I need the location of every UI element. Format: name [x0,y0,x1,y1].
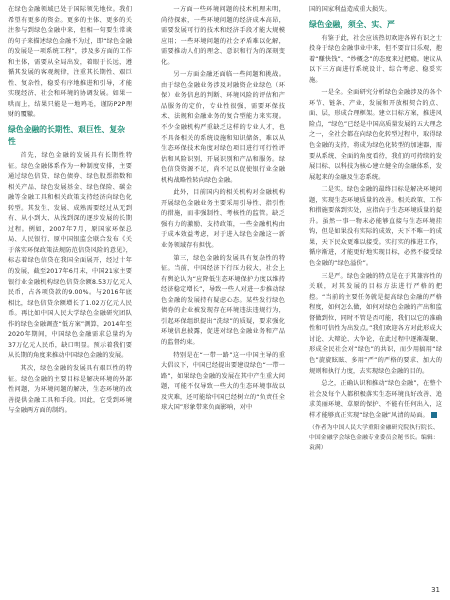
paragraph: 其次，绿色金融的发展具有艰巨性的特征。绿色金融的主要目标是解决环境的外部性问题，为环境问题的解决，生态环境的改善提供金融工具和手段。因此，它受到环境与金融两方面的制约。 [8,364,132,415]
paragraph: 国的国家利益造成重大损失。 [309,6,391,13]
paragraph: 在绿色金融领域已处于国际领先地位。我们希望有更多的资金。更多的主体、更多的关注参与到绿色金融中来，但相一句要生常谈的句子来描述绿色金融不为过，即“绿色金融的发展是一项系统工程”，涉及多方面的工作和主体，需要从全局出发，着眼于长远，遵循其发展的客观规律，注重其长期性、艰巨性、复杂性，稳妥有序地推进和引导，才能实现经济、社会和环境的协调发展。如果一哄而上，结果只能是一地鸡毛，谨防P2P理财的覆辙。 [8,6,132,119]
paragraph [309,379,442,421]
paragraph: 二是实。绿色金融的最终目标是解决环境问题，实现生态环境质量的改善。相关政策、工作和措施要落到实处，应指向于生态环境质量的提升。虽然一事一物未必能够直接与生态环境挂钩，但是如果没有实际的成效，天下不唯一的成果，天下民众更难以接受。实打实的推进工作，循序渐进，才能更好地实现目标，必然不接受绿色金融的“绿色溢价”。 [309,186,442,268]
text-column-middle [161,5,285,416]
paragraph: 首先，绿色金融的发展具有长期性特征。绿色金融体系作为一种制度安排，主要通过绿色信贷、绿色债券、绿色股票指数和相关产品、绿色发展基金、绿色保险、碳金融等金融工具和相关政策支持经济向绿色化转型。其发生、发展、成熟需要经过从无到有、从小到大、从浅到深的逐步发展的长期过程。例如，2007年7月，原国家环保总局、人民银行、原中国银监会联合发布《关于落实环保政策法规防范信贷风险的意见》，标志着绿色信贷在我国全面展开，经过十年的发展，截至2017年6月末，中国21家主要银行业金融机构绿色信贷余额8.53万亿元人民币，占各项贷款的9.00%。与2016年底相比，绿色信贷余额增长了1.02万亿元人民币。再比如中国人民大学绿色金融研究团队作的绿色金融调查“低方案”测算，2014年至2020年期间，中国绿色金融需求总量约为37万亿元人民币，缺口明显。预示着我们要从长期的角度来推动中国绿色金融的发展。 [8,152,132,360]
text-column-left [8,5,132,419]
paragraph: 第三，绿色金融的发展具有复杂性的特征。当前，中国经济下行压力较大，社会上有舆论认为“应降低生态环境保护力度以维持经济稳定增长”，导致一些人对进一步推动绿色金融的发展持有疑虑心态。某些发行绿色债券的企业被发现存在环境违法违规行为，引起环保组织提出“洗绿”的质疑，要求强化环境信息披露，促进对绿色金融业务和产品的监督约束。 [161,254,285,346]
paragraph: 一是全。全面研究分析绿色金融涉及的各个环节、链条、产业，发展和开放相契合的点、面、层，形成合理框架。建立目标方案，推进风险点，“绿色”已经是中国高质量发展的五大理念之一，全社会都在向绿色化转型过程中，取得绿色金融的支持，将成为绿色化转型的加速器，需要从系统、全面的角度看待，我们的可持续的发展目标、以科技为核心建立健全的金融体系，发展起来的金融及生态系统。 [309,89,442,181]
paragraph: 另一方面金融还面临一些问题和挑战。由于绿色金融业务涉及对融资企业绿色（环保）业务信息的判断、环境风险的评估和产品服务的定价，专业性很强，需要环保技术、法规和金融业务的复合型能力来实现。不少金融机构严重缺乏这样的专业人才，也不具备相关的系统设施和知识储备，难以从生态环保技术角度对绿色项目进行可行性评估和风险识别、开展识别和产品和服务。绿色信贷资源不足，尚不足以促使银行业金融机构战略性转向绿色金融。 [161,71,285,184]
section-heading: 绿色金融的长期性、艰巨性、复杂性 [8,125,125,147]
text-column-right [309,5,442,455]
paragraph: 特别是在“一带一路”这一中国主导的重大倡议下，中国已经提出要建设绿色“一带一路”，如果绿色金融的发展在其中产生重大问题，可能不仅导致一些大的生态环境事故以及灾难，还可能给中国已经树立的“负责任全球大国”形象带来负面影响，对中 [161,351,285,412]
paragraph: 有鉴于此，社会应该热切欢迎各界有识之士投身于绿色金融事业中来，但不要盲目乐观，抱着“赚快钱”、“炒概念”的态度来过把瘾。建议从以下三方面进行系统设计、综合考虑、稳妥实施。 [309,34,442,84]
page-number: 31 [431,586,440,594]
paragraph-text: 总之，正确认识和推动“绿色金融”，在整个社会及每个人都积极落实生态环境良好改善、追求美丽环境、草原的保护、不能有任何出入，这样才能够真正实现“绿色金融”风清的局面。 [309,380,442,419]
end-mark-icon [431,412,437,418]
section-heading: 绿色金融，须全、实、严 [309,19,395,29]
paragraph: 此外，目前国内的相关机构对金融机构开展绿色金融业务主要采用引导性、指引性的措施，而非强制性、考核性的监管。缺乏强有力的激励、支持政策，一些金融机构由于成本效益考虑，对于进入绿色金融这一新业务领域存有担忧。 [161,189,285,250]
author-note: （作者为中国人民大学重阳金融研究院执行院长、中国金融学会绿色金融专业委员会秘书长。编辑：袁满） [309,425,439,452]
paragraph: 一方面一些环境问题的技术机理未明，尚待探索，一些环境问题的经济成本高昂，需要发展可行的技术和经济手段才能大规模应用；一些环境问题的社会矛盾难以化解，需要推动人们的理念、意识和行为的深刻变化。 [161,6,285,66]
paragraph: 三是严。绿色金融的特点是在于其兼容性的关联，对其发展的目标方法进行严格的把控。“当前的主要任务就是提高绿色金融的严格程度，如何怎么做，如何对绿色金融的产出和监督做到位，同时不管是否可能，我们以它的准确性和可信性为出发点。”我们欢迎各方对此形成大讨论、大辩论、大争论，在此过程中逐渐凝聚、形成全民社会对“绿色”的共识，而少用搞用“绿色”旋旋眩眩、多用“严”的严格的要求、加大的规则和执行力度，去实现绿色金融的目的。 [309,272,442,375]
